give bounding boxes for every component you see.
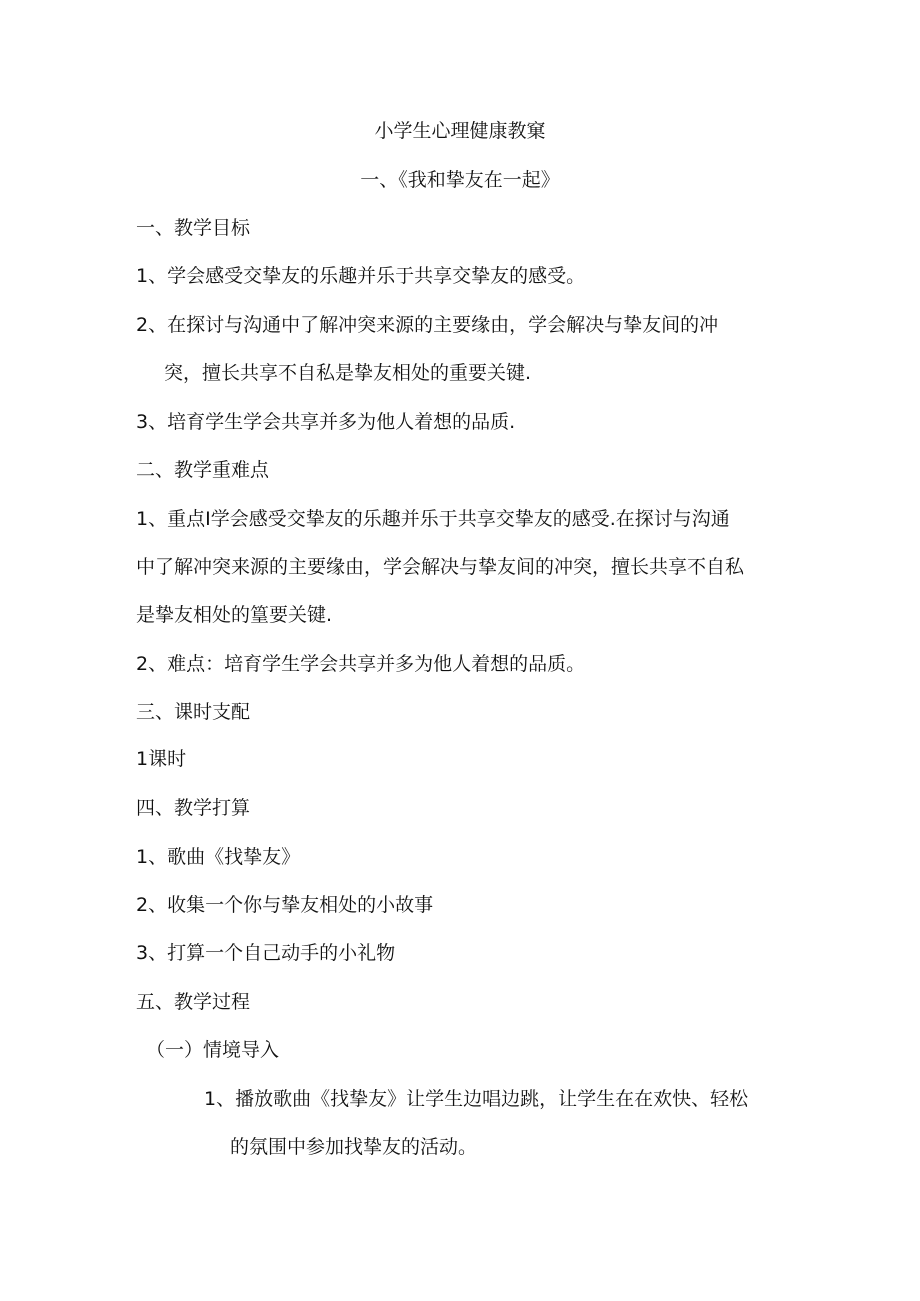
- section-heading-process: 五、教学过程: [136, 991, 251, 1013]
- objective-item-2-continued: 突，擅长共享不自私是挚友相处的重要关键.: [164, 362, 532, 384]
- process-item-1-continued: 的氛围中参加找挚友的活动。: [230, 1136, 478, 1158]
- key-point-item-1-continued: 中了解冲突来源的主要缘由，学会解决与挚友间的冲突，擅长共享不自私: [136, 556, 745, 578]
- section-heading-key-points: 二、教学重难点: [136, 459, 270, 481]
- objective-item-3: 3、培育学生学会共享并多为他人着想的品质.: [136, 411, 516, 433]
- preparation-item-3: 3、打算一个自己动手的小礼物: [136, 942, 396, 964]
- preparation-item-2: 2、收集一个你与挚友相处的小故事: [136, 894, 434, 916]
- section-heading-preparation: 四、教学打算: [136, 797, 251, 819]
- objective-item-2: 2、在探讨与沟通中了解冲突来源的主要缘由，学会解决与挚友间的冲: [136, 314, 719, 336]
- key-point-item-1: 1、重点I学会感受交挚友的乐趣并乐于共享交挚友的感受.在探讨与沟通: [136, 508, 730, 530]
- process-item-1: 1、播放歌曲《找挚友》让学生边唱边跳，让学生在在欢快、轻松: [204, 1088, 749, 1110]
- key-point-item-2: 2、难点：培育学生学会共享并多为他人着想的品质。: [136, 653, 586, 675]
- preparation-item-1: 1、歌曲《找挚友》: [136, 846, 301, 868]
- section-heading-schedule: 三、课时支配: [136, 701, 251, 723]
- document-title: 小学生心理健康教窠: [374, 120, 546, 142]
- objective-item-1: 1、学会感受交挚友的乐趣并乐于共享交挚友的感受。: [136, 265, 586, 287]
- section-heading-objectives: 一、教学目标: [136, 217, 251, 239]
- lesson-title: 一、《我和挚友在一起》: [360, 169, 560, 191]
- subsection-heading-intro: （一）情境导入: [146, 1039, 280, 1061]
- schedule-value: 1课时: [136, 748, 187, 770]
- key-point-item-1-end: 是挚友相处的篁要关键.: [136, 604, 333, 626]
